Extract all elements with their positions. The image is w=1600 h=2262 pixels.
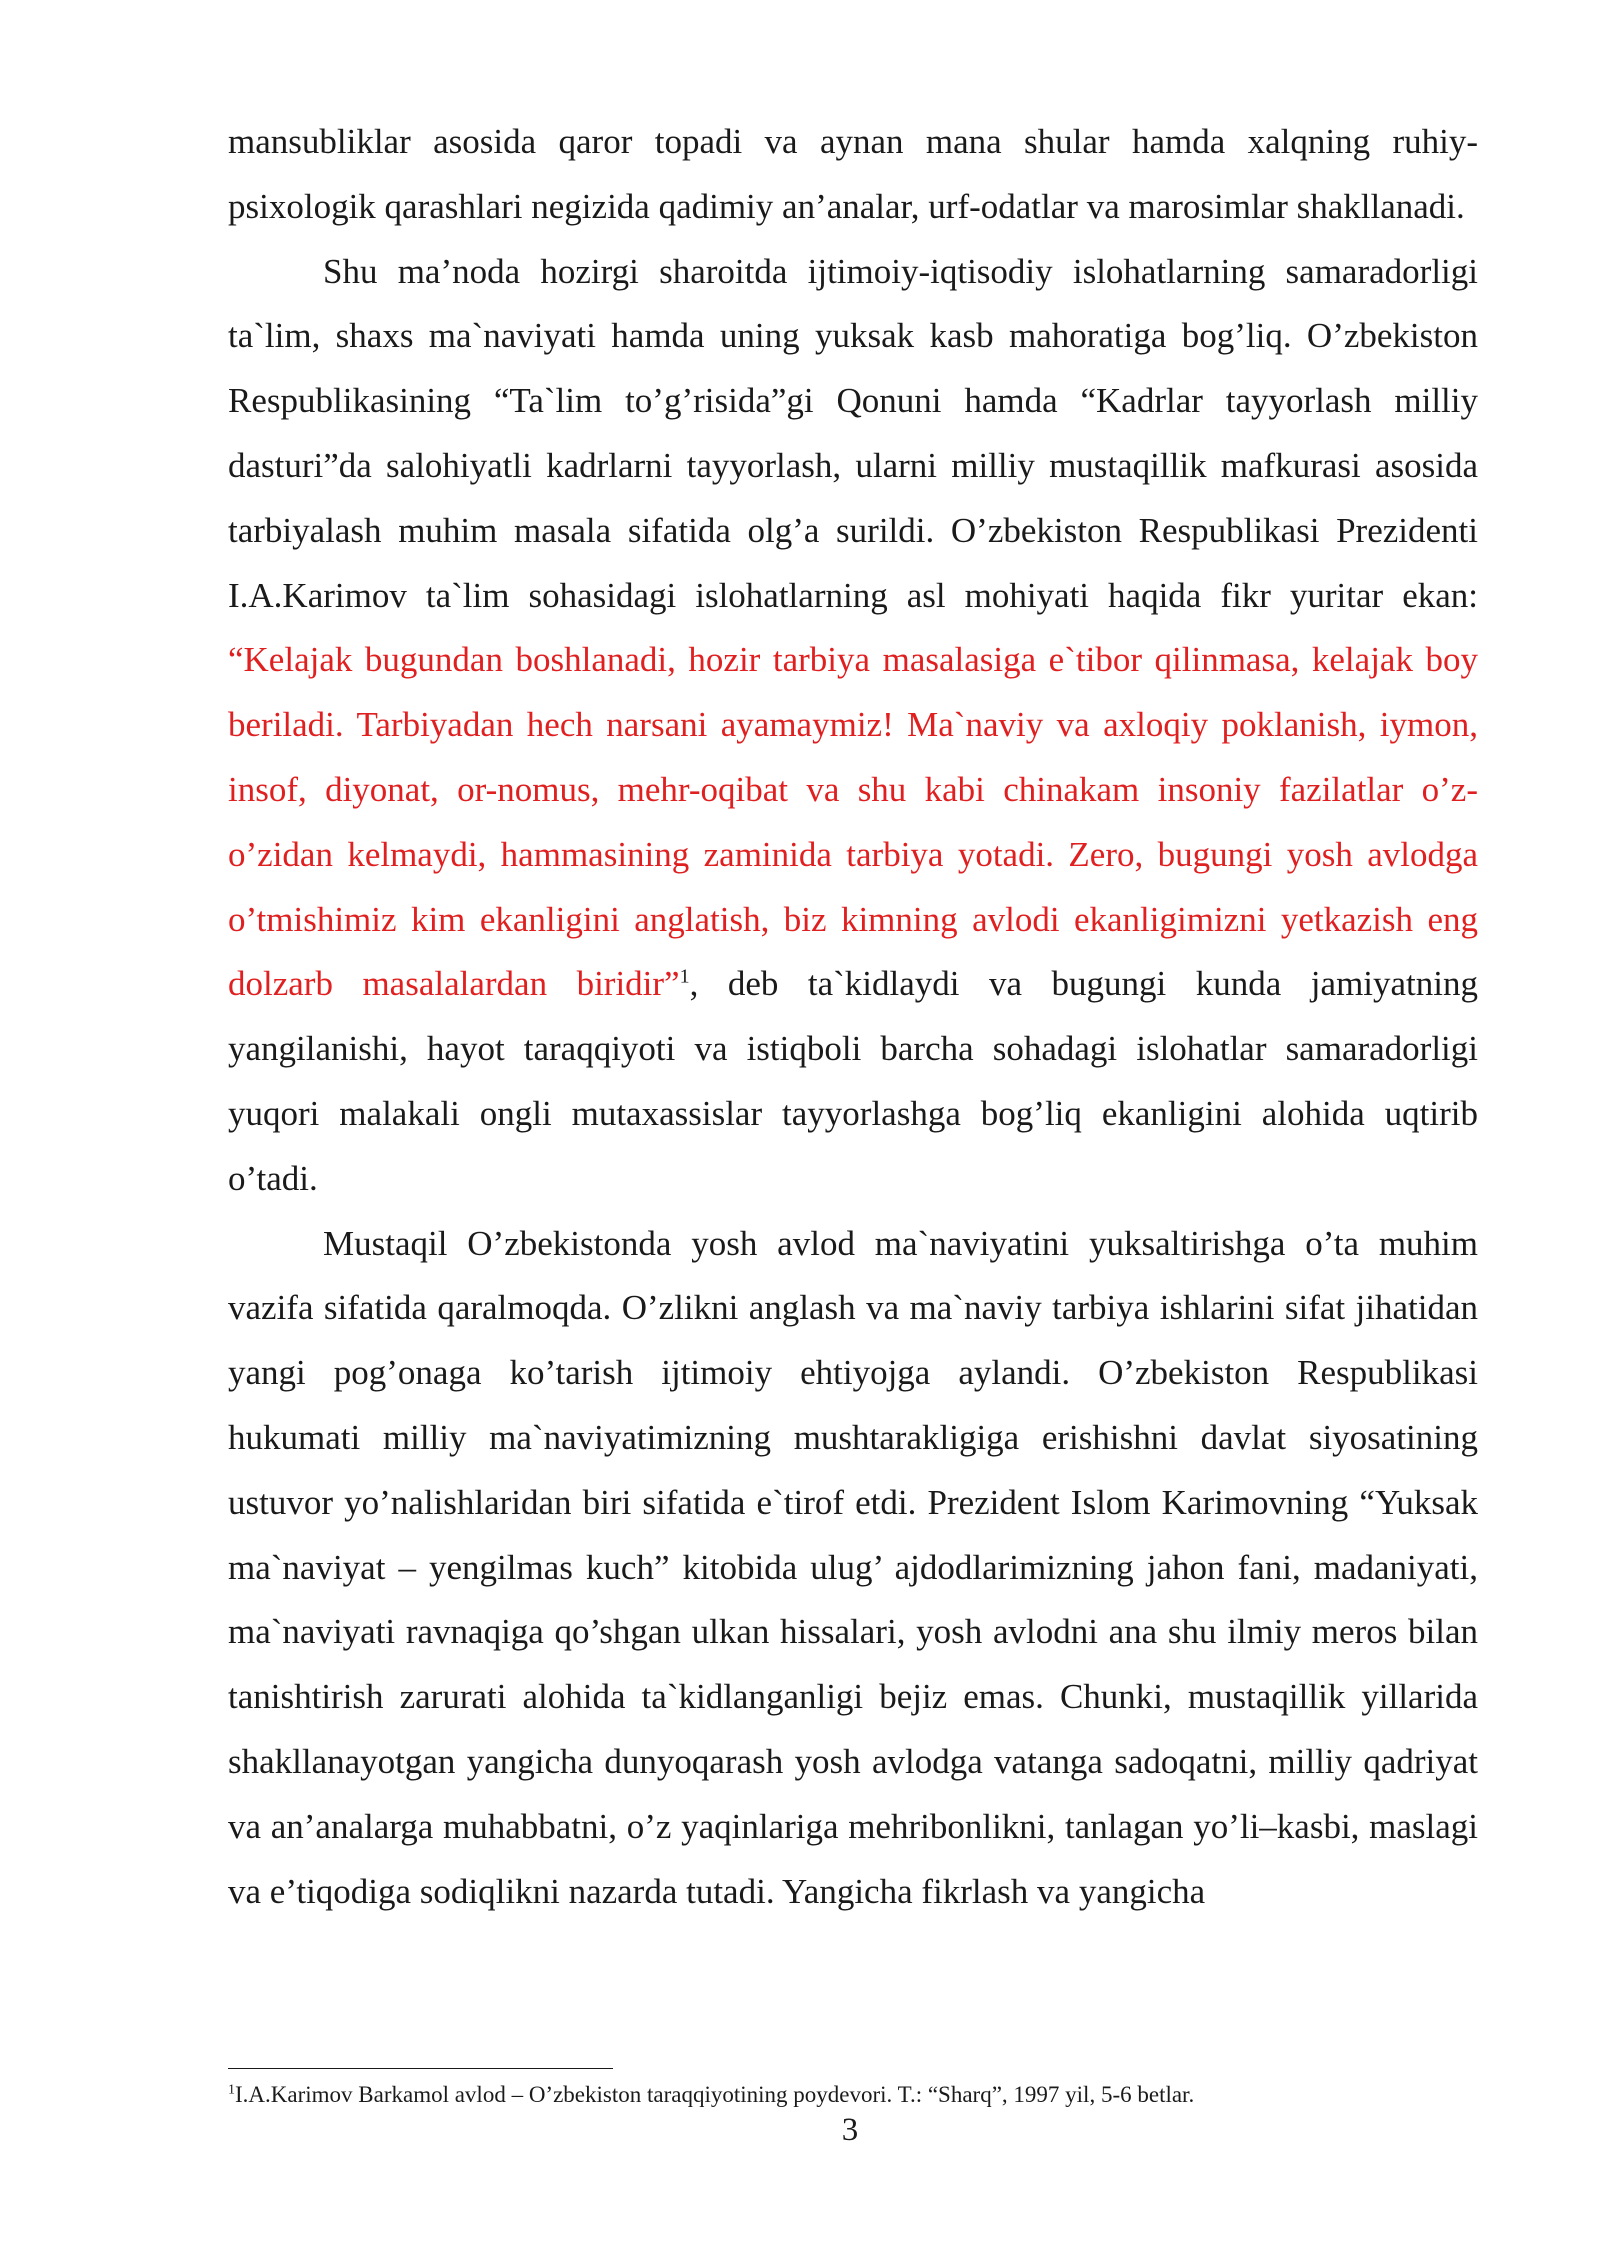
paragraph-2-conclusion: , deb ta`kidlaydi va bugungi kunda jamiyatning yangilanishi, hayot taraqqiyoti va istiqboli barcha sohadagi islohatlar samaradorligi yuqori malakali ongli mutaxassislar tayyorlashga bog’liq ekanligini alohida uqtirib o’tadi. bbox=[228, 964, 1478, 1198]
paragraph-2-intro: Shu ma’noda hozirgi sharoitda ijtimoiy-iqtisodiy islohatlarning samaradorligi ta`lim, shaxs ma`naviyati hamda uning yuksak kasb mahoratiga bog’liq. O’zbekiston Respublikasining “Ta`lim to’g’risida”gi Qonuni hamda “Kadrlar tayyorlash milliy dasturi”da salohiyatli kadrlarni tayyorlash, ularni milliy mustaqillik mafkurasi asosida tarbiyalash muhim masala sifatida olg’a surildi. O’zbekiston Respublikasi Prezidenti I.A.Karimov ta`lim sohasidagi islohatlarning asl mohiyati haqida fikr yuritar ekan: bbox=[228, 251, 1478, 615]
paragraph-2 bbox=[228, 240, 1478, 1212]
footnote-separator bbox=[228, 2068, 613, 2069]
footnote bbox=[228, 2080, 1478, 2110]
paragraph-3: Mustaqil O’zbekistonda yosh avlod ma`naviyatini yuksaltirishga o’ta muhim vazifa sifatida qaralmoqda. O’zlikni anglash va ma`naviy tarbiya ishlarini sifat jihatidan yangi pog’onaga ko’tarish ijtimoiy ehtiyojga aylandi. O’zbekiston Respublikasi hukumati milliy ma`naviyatimizning mushtarakligiga erishishni davlat siyosatining ustuvor yo’nalishlaridan biri sifatida e`tirof etdi. Prezident Islom Karimovning “Yuksak ma`naviyat – yengilmas kuch” kitobida ulug’ ajdodlarimizning jahon fani, madaniyati, ma`naviyati ravnaqiga qo’shgan ulkan hissalari, yosh avlodni ana shu ilmiy meros bilan tanishtirish zarurati alohida ta`kidlanganligi bejiz emas. Chunki, mustaqillik yillarida shakllanayotgan yangicha dunyoqarash yosh avlodga vatanga sadoqatni, milliy qadriyat va an’analarga muhabbatni, o’z yaqinlariga mehribonlikni, tanlagan yo’li–kasbi, maslagi va e’tiqodiga sodiqlikni nazarda tutadi. Yangicha fikrlash va yangicha bbox=[228, 1223, 1478, 1911]
footnote-number: 1 bbox=[228, 2082, 235, 2098]
page-number: 3 bbox=[841, 2112, 859, 2148]
karimov-quote: “Kelajak bugundan boshlanadi, hozir tarbiya masalasiga e`tibor qilinmasa, kelajak boy beriladi. Tarbiyadan hech narsani ayamaymiz! Ma`naviy va axloqiy poklanish, iymon, insof, diyonat, or-nomus, mehr-oqibat va shu kabi chinakam insoniy fazilatlar o’z-o’zidan kelmaydi, hammasining zaminida tarbiya yotadi. Zero, bugungi yosh avlodga o’tmishimiz kim ekanligini anglatish, biz kimning avlodi ekanligimizni yetkazish eng dolzarb masalalardan biridir” bbox=[228, 640, 1478, 1004]
body-text bbox=[228, 110, 1478, 1924]
footnote-reference[interactable]: 1 bbox=[679, 965, 690, 988]
paragraph-1: mansubliklar asosida qaror topadi va aynan mana shular hamda xalqning ruhiy-psixologik qarashlari negizida qadimiy an’analar, urf-odatlar va marosimlar shakllanadi. bbox=[228, 122, 1478, 226]
footnote-text: I.A.Karimov Barkamol avlod – O’zbekiston taraqqiyotining poydevori. T.: “Sharq”, 1997 yil, 5-6 betlar. bbox=[235, 2082, 1195, 2107]
